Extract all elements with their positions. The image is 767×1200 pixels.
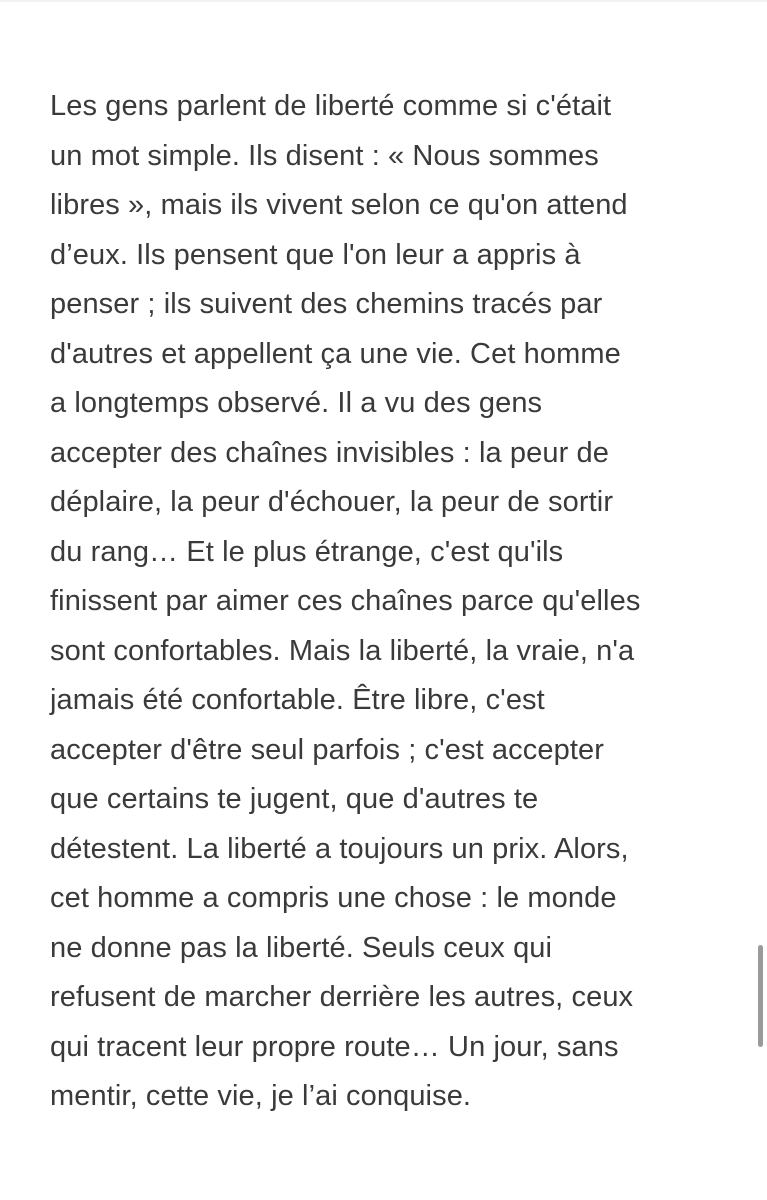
note-line: qui tracent leur propre route… Un jour, sans xyxy=(50,1030,619,1063)
vertical-scrollbar[interactable] xyxy=(758,945,763,1047)
note-line: accepter d'être seul parfois ; c'est accepter xyxy=(50,733,604,766)
note-line: penser ; ils suivent des chemins tracés par xyxy=(50,288,603,320)
note-line: d'autres et appellent ça une vie. Cet homme xyxy=(50,337,621,370)
note-line: finissent par aimer ces chaînes parce qu'elles xyxy=(50,585,641,617)
note-line: refusent de marcher derrière les autres, ceux xyxy=(50,981,634,1013)
note-line: a longtemps observé. Il a vu des gens xyxy=(50,387,543,419)
note-line: déplaire, la peur d'échouer, la peur de sortir xyxy=(50,486,614,518)
note-line: mentir, cette vie, je l’ai conquise. xyxy=(50,1080,472,1112)
note-line: accepter des chaînes invisibles : la peur de xyxy=(50,436,609,469)
note-line: cet homme a compris une chose : le monde xyxy=(50,882,617,914)
note-line: d’eux. Ils pensent que l'on leur a appris à xyxy=(50,238,581,271)
note-line: libres », mais ils vivent selon ce qu'on attend xyxy=(50,189,628,221)
top-divider xyxy=(0,0,767,2)
note-line: que certains te jugent, que d'autres te xyxy=(50,783,539,815)
note-line: Les gens parlent de liberté comme si c'était xyxy=(50,90,612,122)
note-line: sont confortables. Mais la liberté, la vraie, n'a xyxy=(50,634,635,667)
note-line: ne donne pas la liberté. Seuls ceux qui xyxy=(50,931,553,964)
note-line: jamais été confortable. Être libre, c'est xyxy=(50,684,545,716)
note-body[interactable] xyxy=(50,82,750,1122)
note-line: du rang… Et le plus étrange, c'est qu'ils xyxy=(50,535,564,568)
note-line: un mot simple. Ils disent : « Nous sommes xyxy=(50,139,599,172)
note-line: détestent. La liberté a toujours un prix. Alors, xyxy=(50,832,629,865)
